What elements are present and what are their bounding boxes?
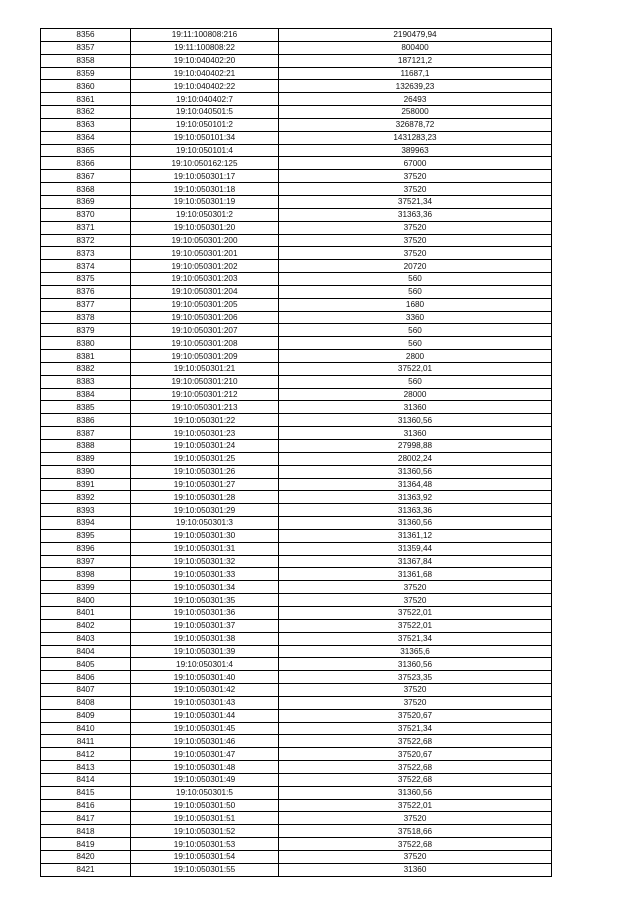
row-number-cell: 8364 <box>41 131 131 144</box>
cadastral-value-cell: 37522,01 <box>279 362 552 375</box>
cadastral-number-cell: 19:10:050101:2 <box>131 118 279 131</box>
table-row <box>41 234 552 247</box>
row-number-cell: 8418 <box>41 825 131 838</box>
row-number-cell: 8414 <box>41 773 131 786</box>
table-row <box>41 863 552 876</box>
cadastral-number-cell: 19:10:050301:36 <box>131 606 279 619</box>
row-number-cell: 8368 <box>41 183 131 196</box>
row-number-cell: 8372 <box>41 234 131 247</box>
table-row <box>41 80 552 93</box>
cadastral-value-cell: 28002,24 <box>279 452 552 465</box>
cadastral-number-cell: 19:10:050301:3 <box>131 517 279 530</box>
cadastral-value-cell: 258000 <box>279 106 552 119</box>
cadastral-number-cell: 19:10:050301:206 <box>131 311 279 324</box>
table-row <box>41 722 552 735</box>
cadastral-number-cell: 19:10:050301:28 <box>131 491 279 504</box>
row-number-cell: 8382 <box>41 362 131 375</box>
row-number-cell: 8411 <box>41 735 131 748</box>
row-number-cell: 8421 <box>41 863 131 876</box>
cadastral-value-cell: 560 <box>279 285 552 298</box>
cadastral-number-cell: 19:10:050301:29 <box>131 504 279 517</box>
row-number-cell: 8399 <box>41 581 131 594</box>
cadastral-number-cell: 19:10:050301:21 <box>131 362 279 375</box>
row-number-cell: 8419 <box>41 838 131 851</box>
row-number-cell: 8407 <box>41 684 131 697</box>
cadastral-value-cell: 37520,67 <box>279 748 552 761</box>
cadastral-value-cell: 26493 <box>279 93 552 106</box>
cadastral-number-cell: 19:10:050301:202 <box>131 260 279 273</box>
cadastral-number-cell: 19:10:050301:46 <box>131 735 279 748</box>
cadastral-value-cell: 31360,56 <box>279 517 552 530</box>
cadastral-value-cell: 31360,56 <box>279 786 552 799</box>
cadastral-number-cell: 19:10:050301:47 <box>131 748 279 761</box>
cadastral-value-cell: 31360,56 <box>279 465 552 478</box>
row-number-cell: 8389 <box>41 452 131 465</box>
row-number-cell: 8416 <box>41 799 131 812</box>
table-row <box>41 131 552 144</box>
row-number-cell: 8391 <box>41 478 131 491</box>
cadastral-number-cell: 19:10:040402:22 <box>131 80 279 93</box>
table-row <box>41 748 552 761</box>
cadastral-value-cell: 37522,68 <box>279 838 552 851</box>
cadastral-value-cell: 31360 <box>279 401 552 414</box>
table-row <box>41 29 552 42</box>
cadastral-value-table <box>40 28 552 877</box>
cadastral-value-cell: 1431283,23 <box>279 131 552 144</box>
row-number-cell: 8362 <box>41 106 131 119</box>
cadastral-number-cell: 19:10:050301:45 <box>131 722 279 735</box>
table-row <box>41 273 552 286</box>
cadastral-number-cell: 19:10:050301:55 <box>131 863 279 876</box>
row-number-cell: 8396 <box>41 542 131 555</box>
row-number-cell: 8417 <box>41 812 131 825</box>
table-row <box>41 504 552 517</box>
cadastral-number-cell: 19:10:050301:37 <box>131 619 279 632</box>
cadastral-number-cell: 19:10:050301:32 <box>131 555 279 568</box>
row-number-cell: 8360 <box>41 80 131 93</box>
cadastral-number-cell: 19:10:050301:22 <box>131 414 279 427</box>
cadastral-number-cell: 19:10:050301:213 <box>131 401 279 414</box>
table-row <box>41 735 552 748</box>
cadastral-value-cell: 389963 <box>279 144 552 157</box>
cadastral-value-cell: 28000 <box>279 388 552 401</box>
table-row <box>41 645 552 658</box>
table-row <box>41 838 552 851</box>
cadastral-number-cell: 19:10:050301:209 <box>131 350 279 363</box>
table-row <box>41 452 552 465</box>
row-number-cell: 8412 <box>41 748 131 761</box>
cadastral-value-cell: 37523,35 <box>279 671 552 684</box>
cadastral-number-cell: 19:10:050301:44 <box>131 709 279 722</box>
row-number-cell: 8379 <box>41 324 131 337</box>
table-row <box>41 773 552 786</box>
row-number-cell: 8390 <box>41 465 131 478</box>
table-row <box>41 555 552 568</box>
row-number-cell: 8384 <box>41 388 131 401</box>
table-row <box>41 632 552 645</box>
row-number-cell: 8366 <box>41 157 131 170</box>
row-number-cell: 8365 <box>41 144 131 157</box>
row-number-cell: 8408 <box>41 696 131 709</box>
cadastral-value-cell: 37518,66 <box>279 825 552 838</box>
row-number-cell: 8403 <box>41 632 131 645</box>
row-number-cell: 8375 <box>41 273 131 286</box>
row-number-cell: 8393 <box>41 504 131 517</box>
table-row <box>41 658 552 671</box>
cadastral-number-cell: 19:10:050301:30 <box>131 529 279 542</box>
cadastral-number-cell: 19:10:050101:34 <box>131 131 279 144</box>
cadastral-value-cell: 560 <box>279 375 552 388</box>
cadastral-number-cell: 19:10:050301:48 <box>131 761 279 774</box>
table-row <box>41 709 552 722</box>
cadastral-value-cell: 37520 <box>279 183 552 196</box>
cadastral-value-cell: 560 <box>279 337 552 350</box>
table-row <box>41 195 552 208</box>
cadastral-number-cell: 19:10:040402:7 <box>131 93 279 106</box>
cadastral-number-cell: 19:10:050301:203 <box>131 273 279 286</box>
table-row <box>41 247 552 260</box>
table-row <box>41 799 552 812</box>
row-number-cell: 8398 <box>41 568 131 581</box>
table-row <box>41 144 552 157</box>
cadastral-value-cell: 31363,36 <box>279 504 552 517</box>
cadastral-number-cell: 19:10:050301:54 <box>131 851 279 864</box>
cadastral-value-cell: 37521,34 <box>279 195 552 208</box>
table-row <box>41 337 552 350</box>
table-row <box>41 465 552 478</box>
cadastral-value-cell: 37522,68 <box>279 773 552 786</box>
row-number-cell: 8371 <box>41 221 131 234</box>
cadastral-value-cell: 37520 <box>279 812 552 825</box>
cadastral-number-cell: 19:10:040501:5 <box>131 106 279 119</box>
row-number-cell: 8381 <box>41 350 131 363</box>
cadastral-value-cell: 31359,44 <box>279 542 552 555</box>
row-number-cell: 8405 <box>41 658 131 671</box>
table-row <box>41 157 552 170</box>
table-row <box>41 786 552 799</box>
row-number-cell: 8358 <box>41 54 131 67</box>
cadastral-value-cell: 37520 <box>279 684 552 697</box>
cadastral-number-cell: 19:10:050301:204 <box>131 285 279 298</box>
row-number-cell: 8401 <box>41 606 131 619</box>
cadastral-value-cell: 37520 <box>279 581 552 594</box>
cadastral-number-cell: 19:10:050301:49 <box>131 773 279 786</box>
cadastral-number-cell: 19:11:100808:22 <box>131 41 279 54</box>
cadastral-value-cell: 37520 <box>279 234 552 247</box>
cadastral-value-cell: 67000 <box>279 157 552 170</box>
cadastral-value-cell: 31360,56 <box>279 658 552 671</box>
row-number-cell: 8357 <box>41 41 131 54</box>
row-number-cell: 8374 <box>41 260 131 273</box>
row-number-cell: 8404 <box>41 645 131 658</box>
cadastral-value-cell: 31361,12 <box>279 529 552 542</box>
table-row <box>41 260 552 273</box>
cadastral-value-cell: 31360 <box>279 863 552 876</box>
table-row <box>41 440 552 453</box>
cadastral-number-cell: 19:10:050301:212 <box>131 388 279 401</box>
table-row <box>41 594 552 607</box>
row-number-cell: 8359 <box>41 67 131 80</box>
cadastral-number-cell: 19:10:050301:207 <box>131 324 279 337</box>
cadastral-number-cell: 19:10:050301:38 <box>131 632 279 645</box>
table-row <box>41 619 552 632</box>
table-row <box>41 350 552 363</box>
cadastral-value-cell: 1680 <box>279 298 552 311</box>
table-row <box>41 170 552 183</box>
table-row <box>41 208 552 221</box>
cadastral-number-cell: 19:10:050301:34 <box>131 581 279 594</box>
row-number-cell: 8415 <box>41 786 131 799</box>
table-row <box>41 825 552 838</box>
cadastral-number-cell: 19:10:050301:33 <box>131 568 279 581</box>
row-number-cell: 8409 <box>41 709 131 722</box>
cadastral-value-cell: 31365,6 <box>279 645 552 658</box>
cadastral-number-cell: 19:10:050301:35 <box>131 594 279 607</box>
table-row <box>41 93 552 106</box>
cadastral-number-cell: 19:10:050301:201 <box>131 247 279 260</box>
cadastral-number-cell: 19:10:050301:25 <box>131 452 279 465</box>
table-row <box>41 362 552 375</box>
cadastral-number-cell: 19:10:050301:18 <box>131 183 279 196</box>
row-number-cell: 8420 <box>41 851 131 864</box>
cadastral-value-cell: 11687,1 <box>279 67 552 80</box>
cadastral-value-cell: 37521,34 <box>279 722 552 735</box>
table-body <box>41 29 552 877</box>
cadastral-number-cell: 19:10:050301:23 <box>131 427 279 440</box>
cadastral-value-cell: 2190479,94 <box>279 29 552 42</box>
table-row <box>41 414 552 427</box>
cadastral-number-cell: 19:10:050301:20 <box>131 221 279 234</box>
table-row <box>41 311 552 324</box>
table-row <box>41 298 552 311</box>
table-row <box>41 812 552 825</box>
table-row <box>41 851 552 864</box>
cadastral-number-cell: 19:10:050101:4 <box>131 144 279 157</box>
cadastral-number-cell: 19:10:050301:24 <box>131 440 279 453</box>
row-number-cell: 8378 <box>41 311 131 324</box>
row-number-cell: 8397 <box>41 555 131 568</box>
cadastral-value-cell: 37522,01 <box>279 619 552 632</box>
table-row <box>41 54 552 67</box>
cadastral-number-cell: 19:11:100808:216 <box>131 29 279 42</box>
table-row <box>41 118 552 131</box>
row-number-cell: 8413 <box>41 761 131 774</box>
cadastral-value-cell: 37520,67 <box>279 709 552 722</box>
row-number-cell: 8394 <box>41 517 131 530</box>
row-number-cell: 8388 <box>41 440 131 453</box>
cadastral-number-cell: 19:10:050301:4 <box>131 658 279 671</box>
cadastral-value-cell: 37520 <box>279 851 552 864</box>
table-row <box>41 696 552 709</box>
table-row <box>41 568 552 581</box>
row-number-cell: 8402 <box>41 619 131 632</box>
table-row <box>41 529 552 542</box>
cadastral-value-cell: 37520 <box>279 594 552 607</box>
cadastral-value-cell: 31363,92 <box>279 491 552 504</box>
cadastral-number-cell: 19:10:050301:42 <box>131 684 279 697</box>
cadastral-number-cell: 19:10:050301:200 <box>131 234 279 247</box>
table-row <box>41 285 552 298</box>
table-row <box>41 671 552 684</box>
row-number-cell: 8383 <box>41 375 131 388</box>
cadastral-number-cell: 19:10:050301:205 <box>131 298 279 311</box>
cadastral-value-cell: 37521,34 <box>279 632 552 645</box>
table-row <box>41 542 552 555</box>
cadastral-value-cell: 31367,84 <box>279 555 552 568</box>
cadastral-value-cell: 37522,01 <box>279 606 552 619</box>
cadastral-value-cell: 2800 <box>279 350 552 363</box>
row-number-cell: 8377 <box>41 298 131 311</box>
cadastral-value-cell: 27998,88 <box>279 440 552 453</box>
cadastral-number-cell: 19:10:050301:5 <box>131 786 279 799</box>
cadastral-value-cell: 3360 <box>279 311 552 324</box>
table-row <box>41 388 552 401</box>
cadastral-number-cell: 19:10:050301:53 <box>131 838 279 851</box>
cadastral-number-cell: 19:10:050301:31 <box>131 542 279 555</box>
table-row <box>41 375 552 388</box>
cadastral-value-cell: 132639,23 <box>279 80 552 93</box>
cadastral-value-cell: 800400 <box>279 41 552 54</box>
cadastral-number-cell: 19:10:050301:39 <box>131 645 279 658</box>
table-row <box>41 67 552 80</box>
row-number-cell: 8356 <box>41 29 131 42</box>
cadastral-value-cell: 37520 <box>279 247 552 260</box>
cadastral-value-cell: 31361,68 <box>279 568 552 581</box>
row-number-cell: 8376 <box>41 285 131 298</box>
row-number-cell: 8400 <box>41 594 131 607</box>
cadastral-number-cell: 19:10:050301:19 <box>131 195 279 208</box>
table-row <box>41 324 552 337</box>
row-number-cell: 8387 <box>41 427 131 440</box>
cadastral-number-cell: 19:10:050301:26 <box>131 465 279 478</box>
cadastral-value-cell: 37522,01 <box>279 799 552 812</box>
table-row <box>41 491 552 504</box>
table-row <box>41 517 552 530</box>
cadastral-value-cell: 37522,68 <box>279 761 552 774</box>
row-number-cell: 8367 <box>41 170 131 183</box>
table-row <box>41 221 552 234</box>
table-row <box>41 106 552 119</box>
cadastral-value-cell: 31364,48 <box>279 478 552 491</box>
cadastral-number-cell: 19:10:050301:17 <box>131 170 279 183</box>
cadastral-value-cell: 31360,56 <box>279 414 552 427</box>
row-number-cell: 8363 <box>41 118 131 131</box>
cadastral-value-cell: 560 <box>279 273 552 286</box>
row-number-cell: 8410 <box>41 722 131 735</box>
table-row <box>41 581 552 594</box>
row-number-cell: 8395 <box>41 529 131 542</box>
row-number-cell: 8385 <box>41 401 131 414</box>
cadastral-number-cell: 19:10:040402:20 <box>131 54 279 67</box>
cadastral-number-cell: 19:10:050301:52 <box>131 825 279 838</box>
table-row <box>41 761 552 774</box>
row-number-cell: 8380 <box>41 337 131 350</box>
row-number-cell: 8392 <box>41 491 131 504</box>
cadastral-value-cell: 37520 <box>279 221 552 234</box>
cadastral-number-cell: 19:10:050301:50 <box>131 799 279 812</box>
table-row <box>41 183 552 196</box>
cadastral-number-cell: 19:10:050301:210 <box>131 375 279 388</box>
cadastral-number-cell: 19:10:050301:51 <box>131 812 279 825</box>
cadastral-value-cell: 20720 <box>279 260 552 273</box>
cadastral-value-cell: 31363,36 <box>279 208 552 221</box>
cadastral-value-cell: 560 <box>279 324 552 337</box>
row-number-cell: 8369 <box>41 195 131 208</box>
table-row <box>41 427 552 440</box>
table-row <box>41 401 552 414</box>
cadastral-number-cell: 19:10:050301:40 <box>131 671 279 684</box>
cadastral-value-cell: 326878,72 <box>279 118 552 131</box>
row-number-cell: 8373 <box>41 247 131 260</box>
cadastral-number-cell: 19:10:050162:125 <box>131 157 279 170</box>
cadastral-value-cell: 31360 <box>279 427 552 440</box>
cadastral-number-cell: 19:10:040402:21 <box>131 67 279 80</box>
cadastral-value-cell: 37520 <box>279 170 552 183</box>
cadastral-value-cell: 37520 <box>279 696 552 709</box>
table-row <box>41 41 552 54</box>
row-number-cell: 8406 <box>41 671 131 684</box>
row-number-cell: 8386 <box>41 414 131 427</box>
table-row <box>41 606 552 619</box>
row-number-cell: 8370 <box>41 208 131 221</box>
cadastral-number-cell: 19:10:050301:43 <box>131 696 279 709</box>
cadastral-value-cell: 187121,2 <box>279 54 552 67</box>
cadastral-value-cell: 37522,68 <box>279 735 552 748</box>
table-row <box>41 684 552 697</box>
table-row <box>41 478 552 491</box>
cadastral-number-cell: 19:10:050301:208 <box>131 337 279 350</box>
row-number-cell: 8361 <box>41 93 131 106</box>
cadastral-number-cell: 19:10:050301:27 <box>131 478 279 491</box>
cadastral-number-cell: 19:10:050301:2 <box>131 208 279 221</box>
